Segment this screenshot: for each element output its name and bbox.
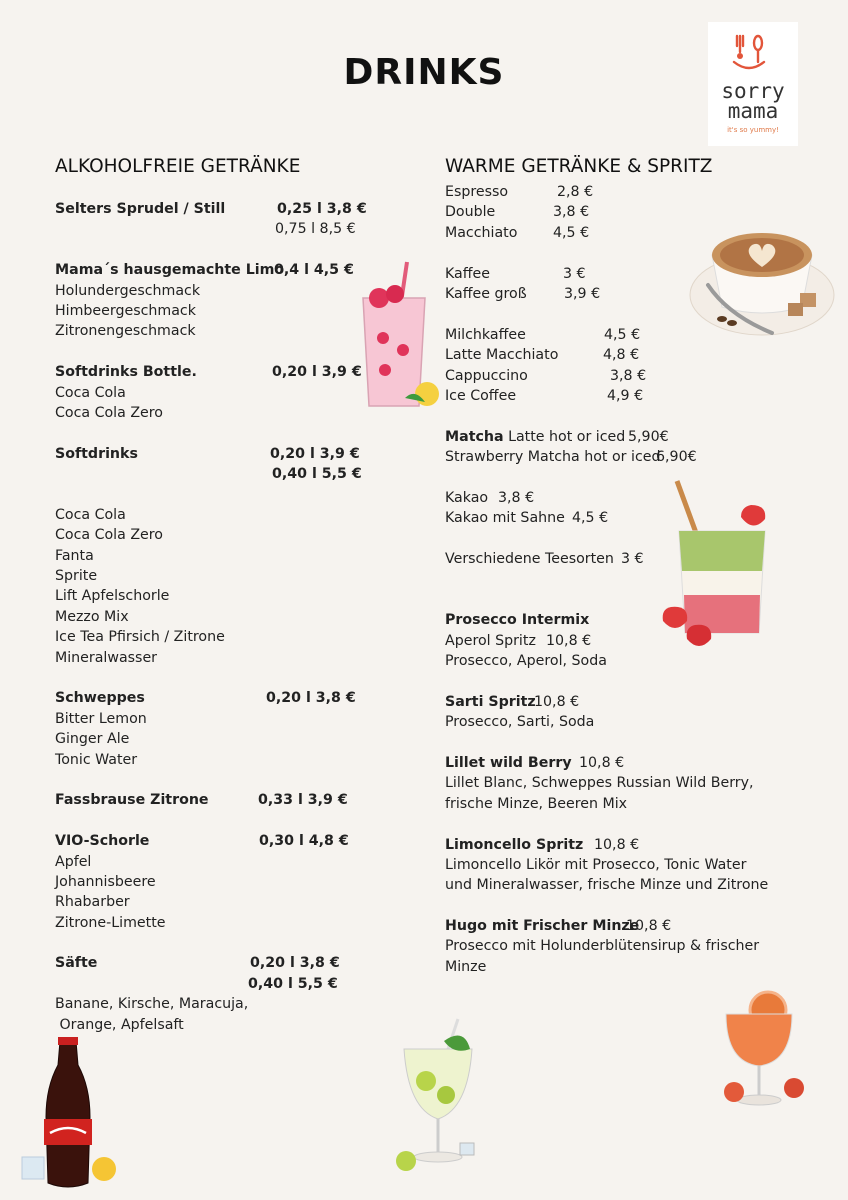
list-item: Apfel bbox=[55, 853, 92, 870]
list-item: Coca Cola bbox=[55, 384, 126, 401]
menu-item-hugo: Hugo mit Frischer Minze 10,8 € bbox=[445, 918, 672, 935]
menu-item-description: Lillet Blanc, Schweppes Russian Wild Berry, bbox=[445, 775, 754, 792]
menu-item-description: Prosecco, Aperol, Soda bbox=[445, 652, 607, 669]
left-column bbox=[55, 152, 385, 1035]
list-item: Fanta bbox=[55, 547, 94, 564]
menu-item-prosecco-intermix: Prosecco Intermix bbox=[445, 612, 590, 629]
section-heading-warm: WARME GETRÄNKE & SPRITZ bbox=[445, 156, 713, 177]
aperol-spritz-icon bbox=[712, 988, 810, 1113]
list-item: Rhabarber bbox=[55, 894, 130, 911]
cutlery-icon bbox=[708, 22, 798, 82]
list-item: Sprite bbox=[55, 568, 98, 585]
hugo-cocktail-icon bbox=[388, 1015, 498, 1173]
menu-item-macchiato: Macchiato 4,5 € bbox=[445, 224, 590, 241]
menu-item-softdrinks-large: 0,40 l 5,5 € bbox=[272, 466, 362, 483]
menu-item-softdrinks: Softdrinks 0,20 l 3,9 € bbox=[55, 445, 360, 462]
menu-item-description: und Mineralwasser, frische Minze und Zitrone bbox=[445, 877, 769, 894]
list-item: Mineralwasser bbox=[55, 649, 158, 666]
menu-item-vio: VIO-Schorle 0,30 l 4,8 € bbox=[55, 833, 349, 850]
menu-item-kaffee-gross: Kaffee groß 3,9 € bbox=[445, 285, 601, 302]
logo-brand-top: sorry bbox=[721, 79, 785, 103]
menu-item-description: frische Minze, Beeren Mix bbox=[445, 795, 628, 812]
list-item: Orange, Apfelsaft bbox=[55, 1016, 184, 1033]
list-item: Tonic Water bbox=[55, 751, 138, 768]
menu-item-saefte-large: 0,40 l 5,5 € bbox=[248, 975, 338, 992]
menu-item-limo: Mama´s hausgemachte Limo 0,4 l 4,5 € bbox=[55, 262, 354, 279]
menu-item-description: Minze bbox=[445, 958, 487, 975]
cappuccino-cup-icon bbox=[688, 215, 836, 340]
raspberry-lemonade-icon bbox=[345, 258, 445, 418]
list-item: Banane, Kirsche, Maracuja, bbox=[55, 996, 249, 1013]
logo-tagline: it's so yummy! bbox=[727, 126, 779, 134]
menu-item-selters-large: 0,75 l 8,5 € bbox=[275, 221, 356, 238]
menu-item-saefte: Säfte 0,20 l 3,8 € bbox=[55, 955, 340, 972]
menu-item-description: Prosecco mit Holunderblütensirup & frischer bbox=[445, 938, 760, 955]
menu-item-lillet: Lillet wild Berry 10,8 € bbox=[445, 754, 625, 771]
list-item: Coca Cola bbox=[55, 506, 126, 523]
section-heading-alkoholfrei: ALKOHOLFREIE GETRÄNKE bbox=[55, 156, 301, 177]
menu-item-aperol-spritz: Aperol Spritz 10,8 € bbox=[445, 632, 592, 649]
menu-item-kakao-sahne: Kakao mit Sahne 4,5 € bbox=[445, 510, 609, 527]
menu-item-sarti-spritz: Sarti Spritz 10,8 € bbox=[445, 693, 580, 710]
menu-item-milchkaffee: Milchkaffee 4,5 € bbox=[445, 326, 641, 343]
list-item: Holundergeschmack bbox=[55, 282, 201, 299]
list-item: Coca Cola Zero bbox=[55, 527, 163, 544]
list-item: Zitrone-Limette bbox=[55, 914, 166, 931]
coca-cola-bottle-icon bbox=[10, 1035, 122, 1193]
menu-item-softdrinks-bottle: Softdrinks Bottle. 0,20 l 3,9 € bbox=[55, 364, 362, 381]
list-item: Coca Cola Zero bbox=[55, 404, 163, 421]
menu-item-cappuccino: Cappuccino 3,8 € bbox=[445, 367, 647, 384]
page-title: DRINKS bbox=[343, 52, 505, 93]
menu-item-limoncello: Limoncello Spritz 10,8 € bbox=[445, 836, 640, 853]
menu-item-tee: Verschiedene Teesorten 3 € bbox=[445, 551, 644, 568]
menu-item-selters: Selters Sprudel / Still 0,25 l 3,8 € bbox=[55, 201, 367, 217]
list-item: Ginger Ale bbox=[55, 731, 130, 748]
list-item: Ice Tea Pfirsich / Zitrone bbox=[55, 629, 225, 646]
logo-brand-bottom: mama bbox=[727, 99, 779, 123]
menu-item-strawberry-matcha: Strawberry Matcha hot or iced 6,90€ bbox=[445, 449, 697, 466]
strawberry-matcha-icon bbox=[655, 475, 775, 655]
list-item: Zitronengeschmack bbox=[55, 323, 196, 340]
list-item: Himbeergeschmack bbox=[55, 302, 196, 319]
menu-item-kaffee: Kaffee 3 € bbox=[445, 265, 586, 282]
menu-item-ice-coffee: Ice Coffee 4,9 € bbox=[445, 387, 644, 404]
list-item: Lift Apfelschorle bbox=[55, 588, 170, 605]
menu-item-matcha: Matcha Latte hot or iced 5,90€ bbox=[445, 428, 669, 445]
logo bbox=[708, 22, 798, 146]
menu-item-latte-macchiato: Latte Macchiato 4,8 € bbox=[445, 347, 640, 364]
menu-item-fassbrause: Fassbrause Zitrone 0,33 l 3,9 € bbox=[55, 792, 348, 809]
menu-item-schweppes: Schweppes 0,20 l 3,8 € bbox=[55, 690, 356, 707]
list-item: Bitter Lemon bbox=[55, 710, 147, 727]
menu-item-description: Prosecco, Sarti, Soda bbox=[445, 714, 595, 731]
menu-item-double: Double 3,8 € bbox=[445, 204, 590, 221]
list-item: Mezzo Mix bbox=[55, 608, 129, 625]
menu-item-kakao: Kakao 3,8 € bbox=[445, 489, 535, 506]
menu-item-espresso: Espresso 2,8 € bbox=[445, 184, 594, 200]
menu-item-description: Limoncello Likör mit Prosecco, Tonic Water bbox=[445, 856, 747, 873]
list-item: Johannisbeere bbox=[55, 873, 156, 890]
